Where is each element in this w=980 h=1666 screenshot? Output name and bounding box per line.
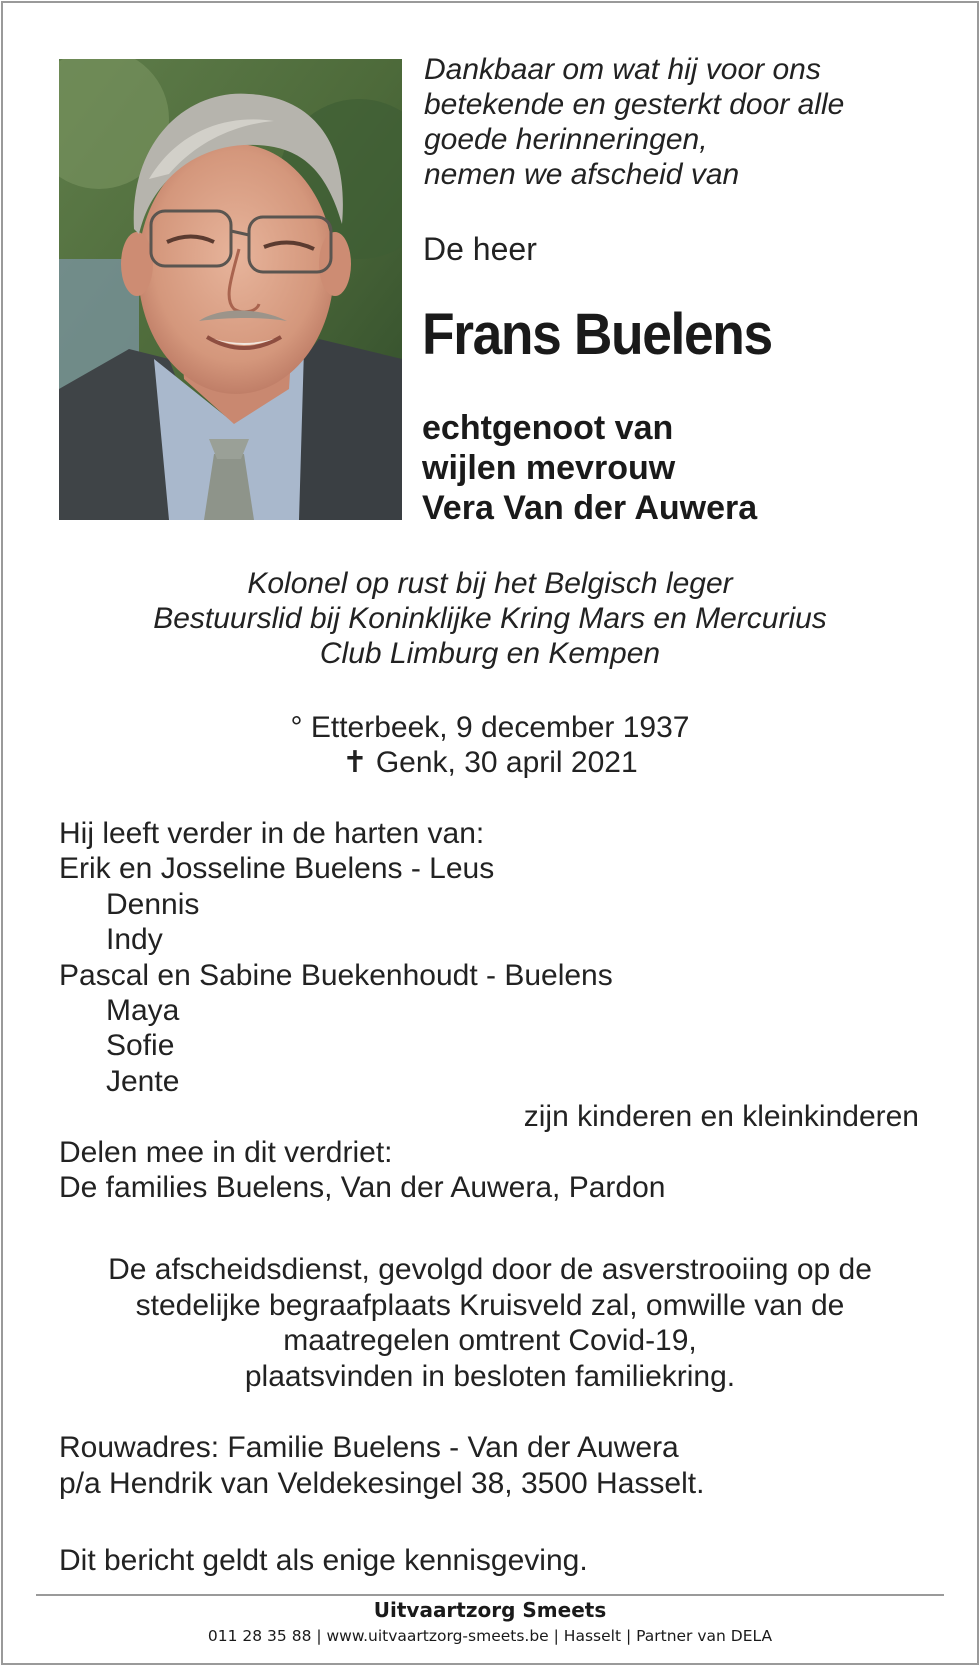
address-line: p/a Hendrik van Veldekesingel 38, 3500 Hasselt. (59, 1466, 705, 1500)
birth-date: ° Etterbeek, 9 december 1937 (290, 711, 690, 744)
notice-text: Dit bericht geldt als enige kennisgeving. (59, 1544, 588, 1577)
service-line: De afscheidsdienst, gevolgd door de asverstrooiing op de (108, 1253, 872, 1286)
spouse-line: echtgenoot van (422, 409, 674, 447)
service-block (0, 1252, 980, 1394)
address-line: Rouwadres: Familie Buelens - Van der Auwera (59, 1431, 679, 1464)
family-couple: Erik en Josseline Buelens - Leus (59, 852, 495, 886)
role-line: Club Limburg en Kempen (319, 637, 661, 670)
family-block (59, 816, 919, 1205)
service-line: plaatsvinden in besloten familiekring. (244, 1359, 736, 1393)
funeral-home-info: 011 28 35 88 | www.uitvaartzorg-smeets.be | Hasselt | Partner van DELA (207, 1627, 773, 1645)
role-line: Kolonel op rust bij het Belgisch leger (247, 567, 733, 600)
family-names: De families Buelens, Van der Auwera, Pardon (59, 1171, 666, 1205)
footer-divider (36, 1594, 944, 1596)
funeral-home-name: Uitvaartzorg Smeets (373, 1598, 607, 1622)
honorific: De heer (423, 231, 537, 267)
roles-block (0, 566, 980, 671)
role-line: Bestuurslid bij Koninklijke Kring Mars en Mercurius (153, 602, 827, 635)
intro-line: betekende en gesterkt door alle (424, 88, 845, 121)
service-line: stedelijke begraafplaats Kruisveld zal, omwille van de (135, 1288, 845, 1322)
spouse-block (422, 408, 757, 528)
family-couple: Pascal en Sabine Buekenhoudt - Buelens (59, 958, 613, 992)
grandchild: Maya (106, 994, 180, 1028)
family-intro: Hij leeft verder in de harten van: (59, 817, 485, 850)
address-block (59, 1430, 704, 1501)
intro-line: nemen we afscheid van (424, 158, 740, 191)
family-share: Delen mee in dit verdriet: (59, 1135, 393, 1169)
death-date: ✝ Genk, 30 april 2021 (342, 746, 638, 779)
spouse-line: Vera Van der Auwera (422, 489, 758, 527)
grandchild: Sofie (106, 1029, 175, 1063)
grandchild: Indy (106, 923, 163, 957)
intro-line: Dankbaar om wat hij voor ons (424, 53, 821, 86)
service-line: maatregelen omtrent Covid-19, (283, 1324, 697, 1357)
spouse-line: wijlen mevrouw (422, 449, 676, 487)
portrait-photo (59, 59, 402, 520)
family-relation: zijn kinderen en kleinkinderen (523, 1100, 919, 1134)
intro-line: goede herinneringen, (424, 123, 708, 156)
dates-block (0, 710, 980, 780)
grandchild: Dennis (106, 887, 200, 921)
deceased-name: Frans Buelens (422, 302, 772, 367)
grandchild: Jente (106, 1064, 180, 1098)
intro-text (424, 52, 944, 192)
